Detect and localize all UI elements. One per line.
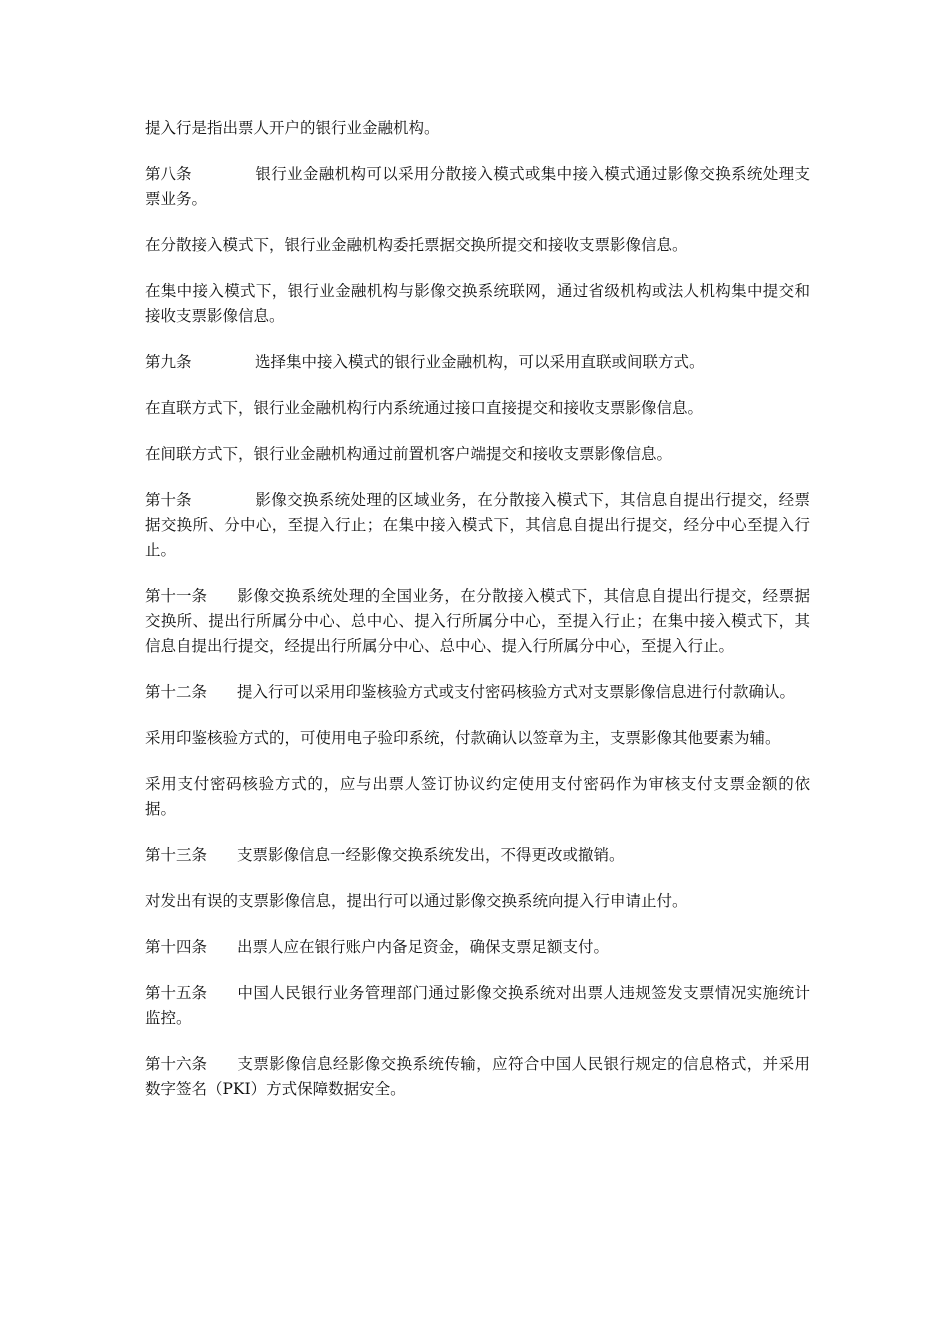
article-8 (145, 162, 810, 212)
paragraph-text: 提入行可以采用印鉴核验方式或支付密码核验方式对支票影像信息进行付款确认。 (237, 683, 796, 701)
article-label: 第十六条 (145, 1055, 208, 1073)
article-label: 第十二条 (145, 683, 208, 701)
paragraph-text: 提入行是指出票人开户的银行业金融机构。 (145, 119, 440, 137)
article-label: 第八条 (145, 165, 192, 183)
article-15 (145, 981, 810, 1031)
paragraph-text: 支票影像信息经影像交换系统传输，应符合中国人民银行规定的信息格式，并采用数字签名（PKI）方式保障数据安全。 (145, 1055, 810, 1098)
article-label: 第十五条 (145, 984, 208, 1002)
paragraph-text: 在间联方式下，银行业金融机构通过前置机客户端提交和接收支票影像信息。 (145, 445, 673, 463)
paragraph (145, 772, 810, 822)
paragraph (145, 116, 810, 141)
paragraph-text: 影像交换系统处理的全国业务，在分散接入模式下，其信息自提出行提交，经票据交换所、提出行所属分中心、总中心、提入行所属分中心，至提入行止；在集中接入模式下，其信息自提出行提交，经提出行所属分中心、总中心、提入行所属分中心，至提入行止。 (145, 587, 810, 655)
paragraph-text: 对发出有误的支票影像信息，提出行可以通过影像交换系统向提入行申请止付。 (145, 892, 688, 910)
paragraph-text: 影像交换系统处理的区域业务，在分散接入模式下，其信息自提出行提交，经票据交换所、分中心，至提入行止；在集中接入模式下，其信息自提出行提交，经分中心至提入行止。 (145, 491, 810, 559)
article-12 (145, 680, 810, 705)
paragraph-text: 在分散接入模式下，银行业金融机构委托票据交换所提交和接收支票影像信息。 (145, 236, 688, 254)
article-label: 第十一条 (145, 587, 208, 605)
paragraph (145, 442, 810, 467)
article-14 (145, 935, 810, 960)
paragraph (145, 889, 810, 914)
article-label: 第九条 (145, 353, 192, 371)
article-label: 第十三条 (145, 846, 208, 864)
document-body (145, 116, 810, 1123)
paragraph-text: 在集中接入模式下，银行业金融机构与影像交换系统联网，通过省级机构或法人机构集中提交和接收支票影像信息。 (145, 282, 810, 325)
paragraph-text: 出票人应在银行账户内备足资金，确保支票足额支付。 (237, 938, 610, 956)
paragraph-text: 支票影像信息一经影像交换系统发出，不得更改或撤销。 (237, 846, 625, 864)
article-label: 第十条 (145, 491, 192, 509)
paragraph-text: 银行业金融机构可以采用分散接入模式或集中接入模式通过影像交换系统处理支票业务。 (145, 165, 810, 208)
paragraph (145, 396, 810, 421)
article-16 (145, 1052, 810, 1102)
paragraph (145, 726, 810, 751)
article-9 (145, 350, 810, 375)
paragraph (145, 233, 810, 258)
paragraph-text: 中国人民银行业务管理部门通过影像交换系统对出票人违规签发支票情况实施统计监控。 (145, 984, 810, 1027)
paragraph-text: 在直联方式下，银行业金融机构行内系统通过接口直接提交和接收支票影像信息。 (145, 399, 704, 417)
paragraph-text: 采用支付密码核验方式的，应与出票人签订协议约定使用支付密码作为审核支付支票金额的依据。 (145, 775, 810, 818)
article-10 (145, 488, 810, 563)
paragraph (145, 279, 810, 329)
article-13 (145, 843, 810, 868)
article-label: 第十四条 (145, 938, 208, 956)
article-11 (145, 584, 810, 659)
paragraph-text: 选择集中接入模式的银行业金融机构，可以采用直联或间联方式。 (255, 353, 705, 371)
paragraph-text: 采用印鉴核验方式的，可使用电子验印系统，付款确认以签章为主，支票影像其他要素为辅。 (145, 729, 781, 747)
